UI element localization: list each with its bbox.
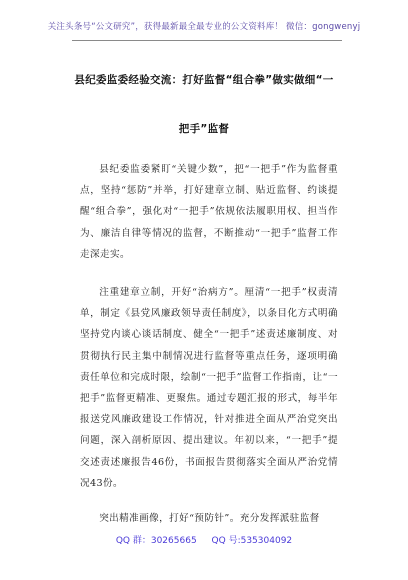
header-divider xyxy=(72,40,342,41)
paragraph-text: 突出精准画像，打好“预防针”。充分发挥派驻监督 xyxy=(99,513,320,524)
footer-qq-number: QQ 号:535304092 xyxy=(211,536,293,546)
header-banner: 关注头条号“公文研究”，获得最新最全最专业的公文资料库！ 微信：gongwenyj xyxy=(47,22,361,32)
body-paragraph-2 xyxy=(80,282,338,494)
body-paragraph-3 xyxy=(80,508,338,529)
paragraph-text: 注重建章立制，开好“治病方”。厘清“一把手”权责清单，制定《县党风廉政领导责任制度》，以条目化方式明确坚持党内谈心谈话制度、健全“一把手”述责述廉制度、对贯彻执行民主集中制情况进行监督等重点任务，逐项明确责任单位和完成时限，绘制“一把手”监督工作指南，让“一把手”监督更精准、更聚焦。通过专题汇报的形式，每半年报送党风廉政建设工作情况，针对推进全面从严治党突出问题，深入剖析原因、提出建议。年初以来，“一把手”提交述责述廉报告46份，书面报告贯彻落实全面从严治党情况43份。 xyxy=(80,287,338,489)
body-paragraph-1 xyxy=(80,159,338,265)
document-title-line-2: 把手”监督 xyxy=(178,123,230,135)
footer-qq-group: QQ 群：30265665 xyxy=(115,536,197,546)
document-title-line-1: 县纪委监委经验交流：打好监督“组合拳”做实做细“一 xyxy=(74,74,334,86)
paragraph-text: 县纪委监委紧盯“关键少数”，把“一把手”作为监督重点，坚持“惩防”并举，打好建章立制、贴近监督、约谈提醒“组合拳”，强化对“一把手”依规依法履职用权、担当作为、廉洁自律等情况的监督，不断推动“一把手”监督工作走深走实。 xyxy=(80,164,338,260)
footer-contact xyxy=(0,533,408,546)
